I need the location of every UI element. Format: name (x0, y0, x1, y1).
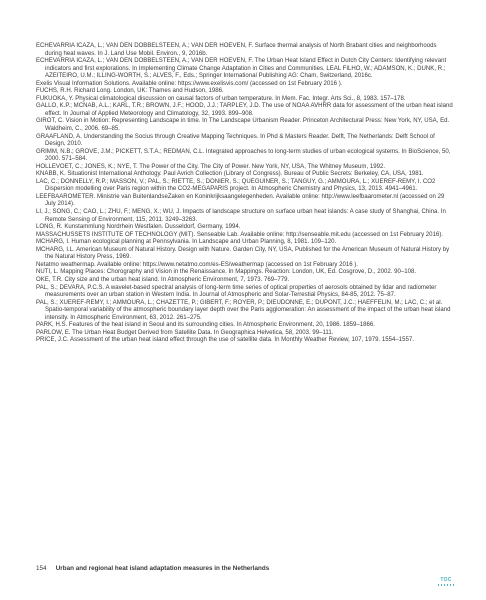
toc-dots (438, 584, 454, 586)
reference-entry: MCHARG, I. Human ecological planning at Pennsylvania. In Landscape and Urban Planning, 8, 1981. 109–120. (36, 239, 337, 246)
reference-entry: PARLOW, E. The Urban Heat Budget Derived from Satellite Data. In Geographica Helvetica, 58, 2003. 99–111. (36, 329, 334, 336)
reference-entry: GALLO, K.P.; MCNAB, A.L.; KARL, T.R.; BROWN, J.F.; HOOD, J.J.; TARPLEY, J.D. The use of NOAA AVHRR data for assessment of the urban heat island effect. In Journal of Applied Meteorology and Climatology, 32, 1993. 899–908. (36, 103, 453, 117)
reference-entry: NUTI, L. Mapping Places: Chorography and Vision in the Renaissance. In Mappings. Reaction: London, UK, Ed. Cosgrove, D., 2002. 90–108. (36, 269, 417, 276)
reference-entry: GIROT, C. Vision in Motion: Representing Landscape in time. In The Landscape Urbanism Reader. Princeton Architectural Press: New York, NY, USA, Ed. Waldheim, C., 2006. 69–85. (36, 118, 450, 133)
page-footer (36, 565, 269, 572)
reference-entry: LEEFBAAROMETER. Ministrie van BuitenlandseZaken en Koninkrijksaangelegenheden. Available online: http://www.leefbaarometer.nl (accessed on 29 July 2014). (36, 193, 445, 208)
toc-link[interactable] (438, 577, 454, 586)
reference-list (36, 43, 454, 345)
reference-entry: MASSACHUSSETS INSTITUTE OF TECHNOLOGY (MIT). Senseable Lab. Available online: http://senseable.mit.edu (accessed on 1st February 2016). (36, 231, 443, 238)
reference-entry: ECHEVARRIA ICAZA, L.; VAN DEN DOBBELSTEEN, A.; VAN DER HOEVEN, F. Surface thermal analysis of North Brabant cities and neighborhoods during heat waves. In J. Land Use Mobil. Environ., 9, 2016b. (36, 43, 437, 57)
reference-entry: PARK, H.S. Features of the heat island in Seoul and its surrounding cities. In Atmospheric Environment, 20, 1986. 1859–1866. (36, 322, 375, 329)
toc-label: TOC (440, 577, 452, 583)
reference-entry: FUKUOKA, Y. Physical climatological discussion on causal factors of urban temperature. In Mem. Fac. Integr. Arts Sci., 8, 1983. 157–178. (36, 95, 406, 102)
reference-entry: LI, J.; SONG, C.; CAO, L.; ZHU, F.; MENG, X.; WU, J. Impacts of landscape structure on surface urban heat islands: A case study of Shanghai, China. In Remote Sensing of Environment, 115, 2011. 3249–3263. (36, 209, 446, 223)
reference-entry: GRIMM, N.B.; GROVE, J.M.; PICKETT, S.T.A.; REDMAN, C.L. Integrated approaches to long-term studies of urban ecological systems. In BioScience, 50, 2000. 571–584. (36, 148, 451, 163)
reference-entry: ECHEVARRIA ICAZA, L.; VAN DEN DOBBELSTEEN, A.; VAN DER HOEVEN, F. The Urban Heat Island Effect in Dutch City Centers: Identifying relevant indicators and first explorations. In Implementing Climate Change Adaptation in Cities and Communities. LEAL FILHO, W.; ADAMSON, K.; DUNK, R.; AZEITEIRO, U.M.; ILLING-WORTH, S.; ALVES, F., Eds.; Springer International Publishing AG: Cham, Switzerland, 2016c. (36, 58, 447, 80)
reference-entry: Exelis Visual Information Solutions. Available online: https://www.exelisvis.com/ (accessed on 1st February 2016 ). (36, 80, 343, 87)
reference-entry: LONG, R. Kunstammlung Nordrhein Westfalen. Dusseldorf, Germany, 1994. (36, 224, 241, 231)
reference-entry: MCHARG, I.L. American Museum of Natural History. Design with Nature. Garden City, NY, USA, Published for the American Museum of Natural History by the Natural History Press, 1969. (36, 246, 450, 261)
page-number: 154 (36, 565, 47, 572)
running-title: Urban and regional heat island adaptation measures in the Netherlands (55, 565, 270, 572)
reference-entry: KNABB, K. Situationist International Anthology. Paul Avrich Collection (Library of Congress). Bureau of Public Secrets: Berkeley, CA, USA, 1981. (36, 171, 424, 178)
reference-entry: PRICE, J.C. Assessment of the urban heat island effect through the use of satellite data. In Monthly Weather Review, 107, 1979. 1554–1557. (36, 337, 414, 344)
reference-entry: HOLLEVOET, C.; JONES, K.; NYE, T. The Power of the City. The City of Power. New York, NY, USA, The Whitney Museum, 1992. (36, 163, 386, 170)
reference-entry: Netatmo weathermap. Available online: https://www.netatmo.com/es-ES/weathermap (accessed on 1st February 2016 ). (36, 261, 358, 268)
reference-entry: FUCHS, R.H. Richard Long. London, UK: Thames and Hudson, 1986. (36, 88, 224, 95)
reference-entry: PAL, S.; XUEREF-REMY, I.; AMMOURA, L.; CHAZETTE, P.; GIBERT, F.; ROYER, P.; DIEUDONNE, E.; DUPONT, J.C.; HAEFFELIN, M.; LAC, C.; et al. Spatio-temporal variability of the atmospheric boundary layer depth over the Paris agglomeration: An assessment of the impact of the urban heat island intensity. In Atmospheric Environment, 63, 2012. 261–275. (36, 299, 451, 321)
reference-entry: OKE, T.R. City size and the urban heat island. In Atmospheric Environment, 7, 1973. 769–779. (36, 276, 290, 283)
reference-entry: GRAAFLAND, A. Understanding the Socius through Creative Mapping Techniques. In Phd & Masters Reader. Delft, The Netherlands: Delft School of Design, 2010. (36, 133, 435, 148)
reference-entry: PAL, S.; DEVARA, P.C.S. A wavelet-based spectral analysis of long-term time series of optical properties of aerosols obtained by lidar and radiometer measurements over an urban station in Western India. In Journal of Atmospheric and Solar-Terrestial Physics, 84-85, 2012. 75–87. (36, 284, 437, 299)
reference-entry: LAC, C.; DONNELLY, R.P.; MASSON, V.; PAL, S.; RIETTE, S.; DONIER, S.; QUEGUINER, S.; TANGUY, G.; AMMOURA, L.; XUEREF-REMY, I. CO2 Dispersion modelling over Paris region within the CO2-MEGAPARIS project. In Atmospheric Chemistry and Physics, 13, 2013. 4941–4961. (36, 178, 436, 193)
